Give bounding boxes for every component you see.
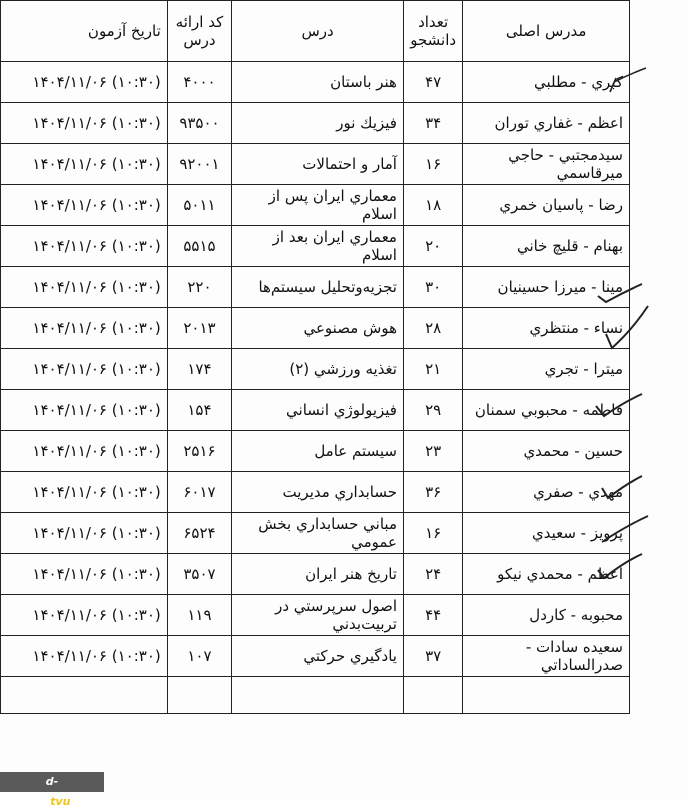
check-mark-icon [594, 390, 644, 420]
table-row [1, 103, 630, 144]
cell-count: ۱۶ [403, 144, 462, 185]
cell-course: مباني حسابداري بخش عمومي [232, 513, 404, 554]
cell-course: سيستم عامل [232, 431, 404, 472]
cell-date: ۱۴۰۴/۱۱/۰۶ (۱۰:۳۰) [1, 513, 168, 554]
cell-count: ۴۴ [403, 595, 462, 636]
empty-cell [232, 677, 404, 714]
site-watermark [0, 772, 104, 808]
cell-code: ۱۰۷ [167, 636, 231, 677]
cell-course: آمار و احتمالات [232, 144, 404, 185]
table-row [1, 185, 630, 226]
cell-teacher: فاطمه - محبوبي سمنان [463, 390, 630, 431]
table-row [1, 308, 630, 349]
cell-code: ۵۰۱۱ [167, 185, 231, 226]
cell-count: ۲۹ [403, 390, 462, 431]
watermark-accent: tvu [50, 795, 71, 808]
table-row [1, 226, 630, 267]
table-row [1, 472, 630, 513]
cell-teacher: ميترا - تجري [463, 349, 630, 390]
cell-teacher: نساء - منتظري [463, 308, 630, 349]
cell-count: ۴۷ [403, 62, 462, 103]
cell-teacher: كبري - مطلبي [463, 62, 630, 103]
cell-date: ۱۴۰۴/۱۱/۰۶ (۱۰:۳۰) [1, 185, 168, 226]
cell-teacher: مينا - ميرزا حسينيان [463, 267, 630, 308]
cell-course: حسابداري مديريت [232, 472, 404, 513]
cell-teacher: مهدي - صفري [463, 472, 630, 513]
cell-count: ۳۴ [403, 103, 462, 144]
header-row [1, 1, 630, 62]
cell-count: ۳۶ [403, 472, 462, 513]
empty-cell [167, 677, 231, 714]
cell-date: ۱۴۰۴/۱۱/۰۶ (۱۰:۳۰) [1, 103, 168, 144]
table-row [1, 144, 630, 185]
cell-count: ۲۳ [403, 431, 462, 472]
table-row [1, 349, 630, 390]
cell-date: ۱۴۰۴/۱۱/۰۶ (۱۰:۳۰) [1, 349, 168, 390]
cell-teacher: اعظم - محمدي نيكو [463, 554, 630, 595]
cell-date: ۱۴۰۴/۱۱/۰۶ (۱۰:۳۰) [1, 308, 168, 349]
cell-code: ۶۰۱۷ [167, 472, 231, 513]
cell-count: ۳۷ [403, 636, 462, 677]
table-row [1, 513, 630, 554]
cell-code: ۶۵۲۴ [167, 513, 231, 554]
table-row [1, 595, 630, 636]
cell-course: هنر باستان [232, 62, 404, 103]
cell-code: ۲۰۱۳ [167, 308, 231, 349]
cell-teacher: سعيده سادات - صدرالساداتي [463, 636, 630, 677]
cell-teacher: محبوبه - كاردل [463, 595, 630, 636]
watermark-suffix: .ac.ir [70, 795, 102, 808]
cell-code: ۱۷۴ [167, 349, 231, 390]
table-row [1, 554, 630, 595]
check-mark-icon [602, 304, 652, 356]
cell-course: معماري ايران بعد از اسلام [232, 226, 404, 267]
header-teacher: مدرس اصلی [463, 1, 630, 62]
cell-course: معماري ايران پس از اسلام [232, 185, 404, 226]
table-row [1, 636, 630, 677]
cell-count: ۲۸ [403, 308, 462, 349]
cell-teacher: سيدمجتبي - حاجي ميرقاسمي [463, 144, 630, 185]
cell-code: ۴۰۰۰ [167, 62, 231, 103]
cell-teacher: بهنام - قليچ خاني [463, 226, 630, 267]
cell-count: ۱۶ [403, 513, 462, 554]
cell-course: تاريخ هنر ايران [232, 554, 404, 595]
cell-date: ۱۴۰۴/۱۱/۰۶ (۱۰:۳۰) [1, 636, 168, 677]
table-row [1, 431, 630, 472]
cell-date: ۱۴۰۴/۱۱/۰۶ (۱۰:۳۰) [1, 554, 168, 595]
cell-date: ۱۴۰۴/۱۱/۰۶ (۱۰:۳۰) [1, 595, 168, 636]
cell-count: ۱۸ [403, 185, 462, 226]
check-mark-icon [598, 472, 644, 502]
empty-row [1, 677, 630, 714]
cell-date: ۱۴۰۴/۱۱/۰۶ (۱۰:۳۰) [1, 226, 168, 267]
check-mark-icon [594, 552, 644, 580]
cell-count: ۲۱ [403, 349, 462, 390]
empty-cell [1, 677, 168, 714]
cell-code: ۲۲۰ [167, 267, 231, 308]
cell-course: اصول سرپرستي در تربيت‌بدني [232, 595, 404, 636]
table-row [1, 267, 630, 308]
cell-code: ۵۵۱۵ [167, 226, 231, 267]
cell-code: ۹۳۵۰۰ [167, 103, 231, 144]
cell-course: تجزيه‌وتحليل سيستم‌ها [232, 267, 404, 308]
cell-code: ۳۵۰۷ [167, 554, 231, 595]
cell-code: ۱۵۴ [167, 390, 231, 431]
check-mark-icon [608, 66, 648, 102]
cell-date: ۱۴۰۴/۱۱/۰۶ (۱۰:۳۰) [1, 472, 168, 513]
cell-count: ۲۴ [403, 554, 462, 595]
cell-date: ۱۴۰۴/۱۱/۰۶ (۱۰:۳۰) [1, 267, 168, 308]
cell-date: ۱۴۰۴/۱۱/۰۶ (۱۰:۳۰) [1, 431, 168, 472]
cell-teacher: اعظم - غفاري توران [463, 103, 630, 144]
cell-course: فيزيك نور [232, 103, 404, 144]
watermark-prefix: d-gorgan. [2, 775, 59, 808]
cell-course: يادگيري حركتي [232, 636, 404, 677]
cell-course: تغذيه ورزشي (۲) [232, 349, 404, 390]
cell-code: ۹۲۰۰۱ [167, 144, 231, 185]
cell-teacher: رضا - پاسيان خمري [463, 185, 630, 226]
cell-teacher: حسين - محمدي [463, 431, 630, 472]
cell-count: ۲۰ [403, 226, 462, 267]
cell-code: ۲۵۱۶ [167, 431, 231, 472]
table-row [1, 390, 630, 431]
cell-date: ۱۴۰۴/۱۱/۰۶ (۱۰:۳۰) [1, 144, 168, 185]
cell-course: هوش مصنوعي [232, 308, 404, 349]
cell-date: ۱۴۰۴/۱۱/۰۶ (۱۰:۳۰) [1, 62, 168, 103]
header-date: تاريخ آزمون [1, 1, 168, 62]
header-course: درس [232, 1, 404, 62]
cell-course: فيزيولوژي انساني [232, 390, 404, 431]
cell-count: ۳۰ [403, 267, 462, 308]
empty-cell [463, 677, 630, 714]
cell-code: ۱۱۹ [167, 595, 231, 636]
header-code: کد ارائه درس [167, 1, 231, 62]
cell-date: ۱۴۰۴/۱۱/۰۶ (۱۰:۳۰) [1, 390, 168, 431]
empty-cell [403, 677, 462, 714]
table-row [1, 62, 630, 103]
check-mark-icon [600, 514, 650, 554]
header-count: تعداد دانشجو [403, 1, 462, 62]
cell-teacher: پرويز - سعيدي [463, 513, 630, 554]
